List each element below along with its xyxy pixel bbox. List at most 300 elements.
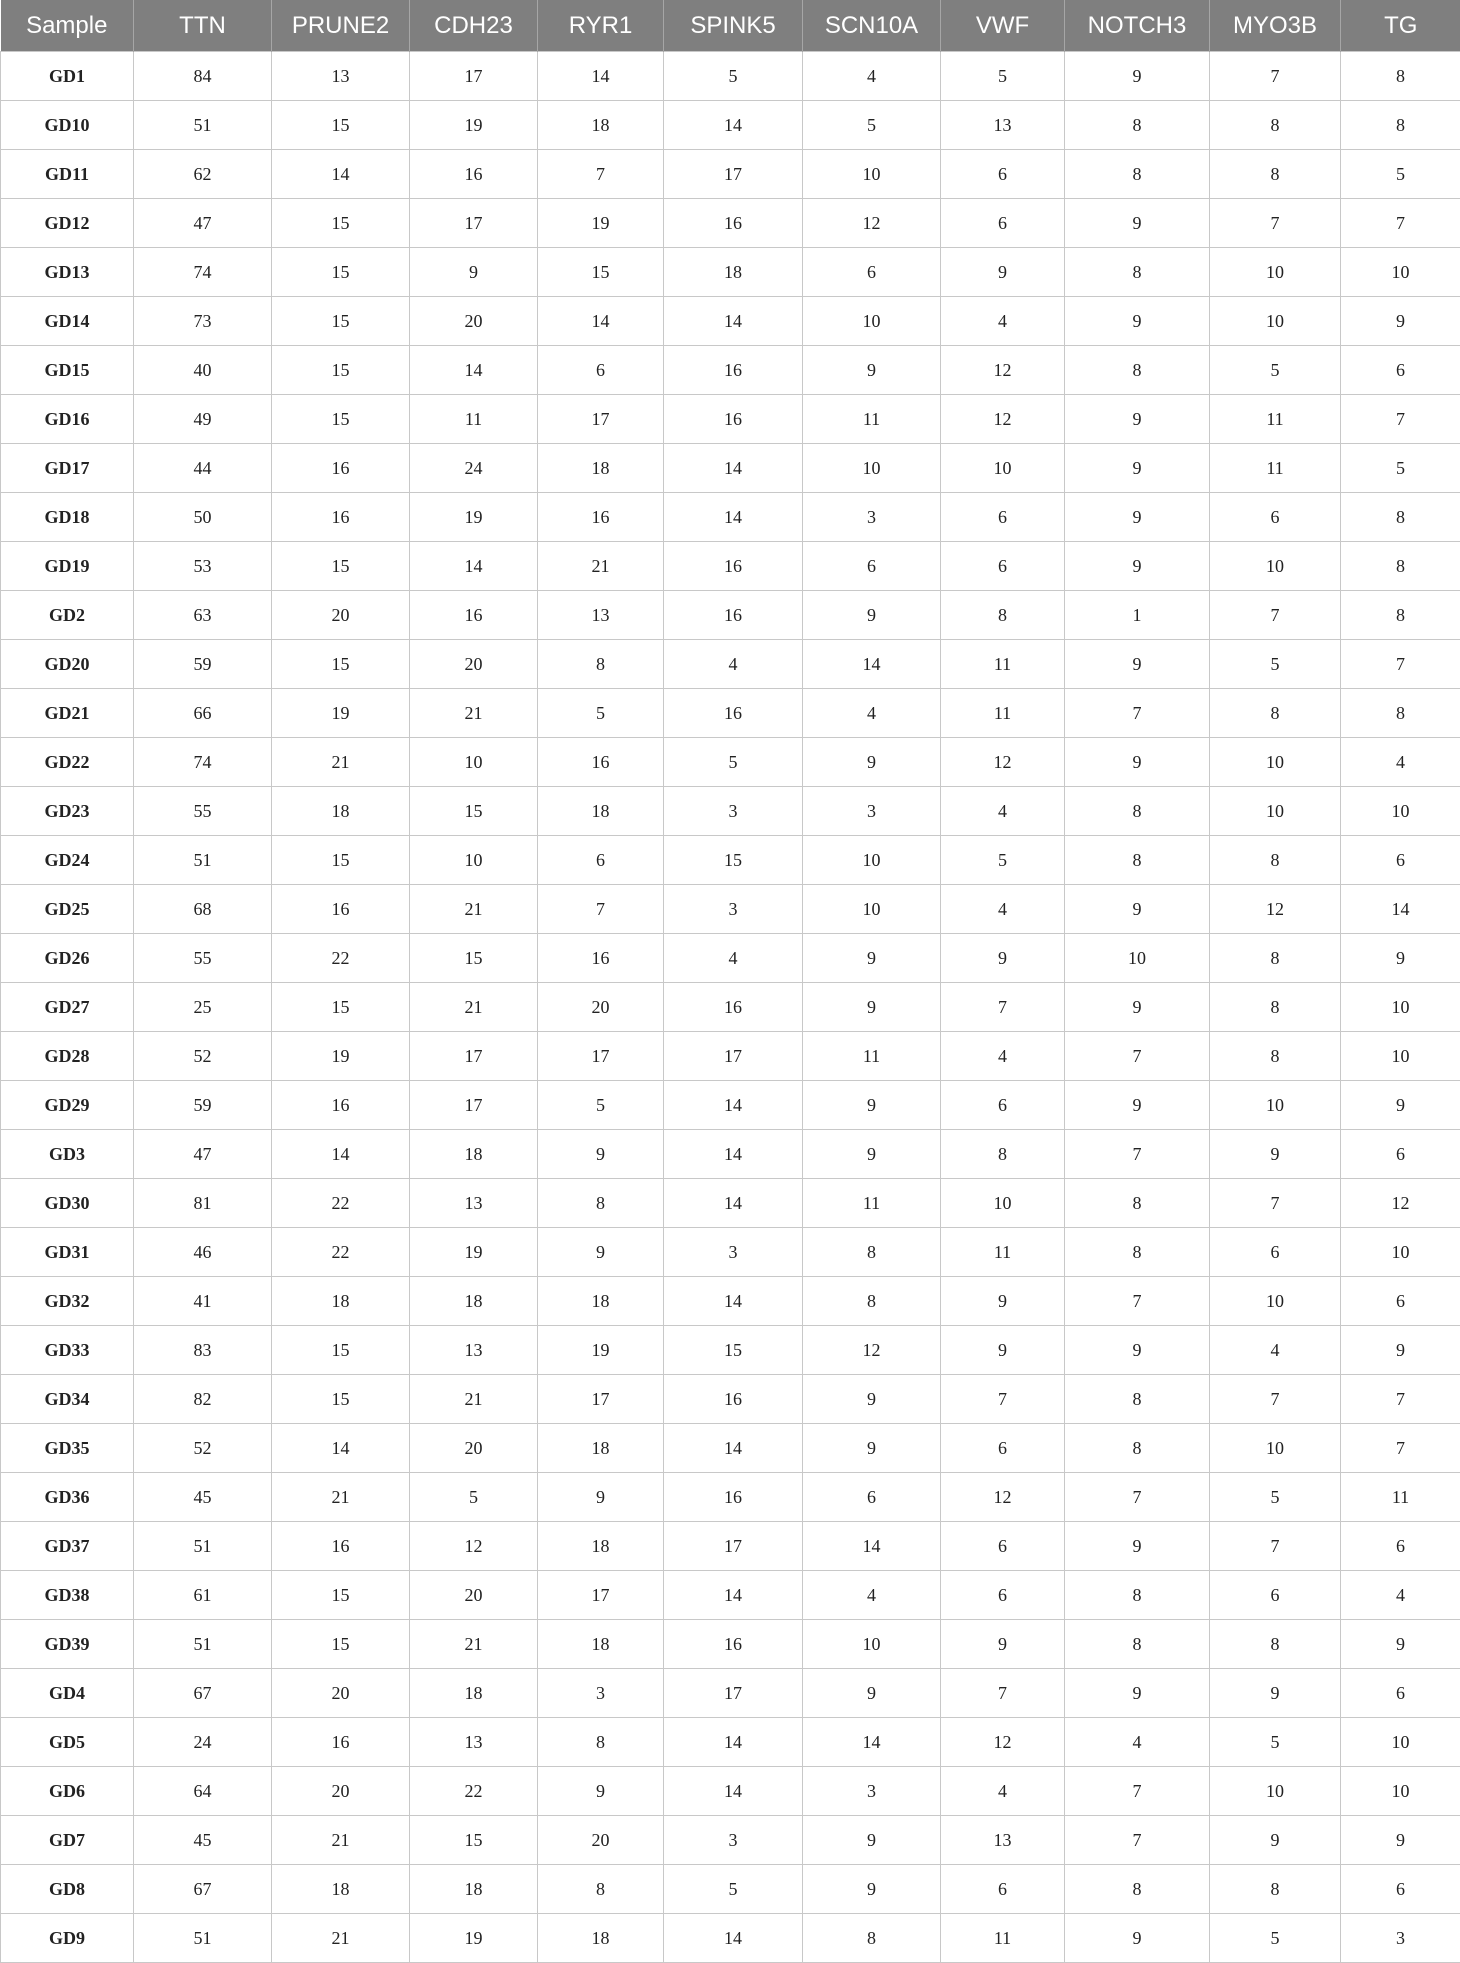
value-cell: 14 <box>664 297 803 346</box>
value-cell: 20 <box>410 640 538 689</box>
value-cell: 52 <box>134 1032 272 1081</box>
sample-cell: GD35 <box>1 1424 134 1473</box>
sample-cell: GD8 <box>1 1865 134 1914</box>
value-cell: 20 <box>272 1767 410 1816</box>
value-cell: 21 <box>410 885 538 934</box>
value-cell: 21 <box>272 1473 410 1522</box>
table-row <box>1 1179 1460 1228</box>
value-cell: 5 <box>1210 1473 1341 1522</box>
value-cell: 11 <box>1210 395 1341 444</box>
value-cell: 10 <box>803 1620 941 1669</box>
value-cell: 22 <box>272 1228 410 1277</box>
value-cell: 14 <box>664 1767 803 1816</box>
value-cell: 18 <box>272 1277 410 1326</box>
value-cell: 17 <box>410 1081 538 1130</box>
sample-cell: GD11 <box>1 150 134 199</box>
value-cell: 9 <box>1065 297 1210 346</box>
value-cell: 59 <box>134 1081 272 1130</box>
value-cell: 12 <box>941 1718 1065 1767</box>
table-row <box>1 1571 1460 1620</box>
value-cell: 9 <box>538 1130 664 1179</box>
value-cell: 16 <box>664 542 803 591</box>
value-cell: 16 <box>410 591 538 640</box>
table-row <box>1 689 1460 738</box>
value-cell: 52 <box>134 1424 272 1473</box>
value-cell: 16 <box>664 1473 803 1522</box>
value-cell: 7 <box>538 150 664 199</box>
table-row <box>1 787 1460 836</box>
value-cell: 8 <box>538 1865 664 1914</box>
value-cell: 6 <box>941 493 1065 542</box>
value-cell: 9 <box>1210 1130 1341 1179</box>
value-cell: 7 <box>1065 1473 1210 1522</box>
value-cell: 8 <box>1065 1228 1210 1277</box>
value-cell: 20 <box>538 983 664 1032</box>
value-cell: 17 <box>538 1032 664 1081</box>
value-cell: 14 <box>664 1424 803 1473</box>
value-cell: 9 <box>803 934 941 983</box>
value-cell: 3 <box>664 787 803 836</box>
value-cell: 8 <box>1341 591 1460 640</box>
column-header-tg: TG <box>1341 0 1460 52</box>
value-cell: 4 <box>941 1767 1065 1816</box>
value-cell: 62 <box>134 150 272 199</box>
value-cell: 3 <box>803 1767 941 1816</box>
column-header-myo3b: MYO3B <box>1210 0 1341 52</box>
value-cell: 24 <box>410 444 538 493</box>
value-cell: 20 <box>410 1571 538 1620</box>
column-header-ttn: TTN <box>134 0 272 52</box>
value-cell: 5 <box>664 738 803 787</box>
sample-cell: GD10 <box>1 101 134 150</box>
value-cell: 9 <box>1065 738 1210 787</box>
value-cell: 3 <box>1341 1914 1460 1963</box>
value-cell: 12 <box>803 1326 941 1375</box>
value-cell: 17 <box>538 395 664 444</box>
table-row <box>1 1669 1460 1718</box>
value-cell: 19 <box>272 1032 410 1081</box>
value-cell: 20 <box>410 1424 538 1473</box>
value-cell: 10 <box>1210 1424 1341 1473</box>
value-cell: 21 <box>272 1816 410 1865</box>
table-row <box>1 934 1460 983</box>
value-cell: 9 <box>1065 885 1210 934</box>
value-cell: 8 <box>1210 836 1341 885</box>
sample-cell: GD31 <box>1 1228 134 1277</box>
value-cell: 6 <box>1341 1522 1460 1571</box>
value-cell: 9 <box>1341 1620 1460 1669</box>
value-cell: 7 <box>1341 395 1460 444</box>
value-cell: 17 <box>538 1375 664 1424</box>
value-cell: 1 <box>1065 591 1210 640</box>
value-cell: 6 <box>941 1571 1065 1620</box>
value-cell: 49 <box>134 395 272 444</box>
value-cell: 7 <box>1065 689 1210 738</box>
value-cell: 9 <box>803 738 941 787</box>
value-cell: 9 <box>1341 934 1460 983</box>
value-cell: 11 <box>1210 444 1341 493</box>
value-cell: 16 <box>410 150 538 199</box>
value-cell: 11 <box>803 395 941 444</box>
value-cell: 22 <box>272 934 410 983</box>
value-cell: 15 <box>272 1620 410 1669</box>
value-cell: 4 <box>803 689 941 738</box>
value-cell: 4 <box>664 934 803 983</box>
value-cell: 18 <box>538 1522 664 1571</box>
value-cell: 8 <box>1065 150 1210 199</box>
value-cell: 5 <box>803 101 941 150</box>
table-row <box>1 1473 1460 1522</box>
value-cell: 19 <box>410 1228 538 1277</box>
table-row <box>1 199 1460 248</box>
value-cell: 5 <box>410 1473 538 1522</box>
sample-cell: GD1 <box>1 52 134 101</box>
value-cell: 14 <box>272 1130 410 1179</box>
value-cell: 7 <box>1341 640 1460 689</box>
value-cell: 9 <box>803 983 941 1032</box>
value-cell: 20 <box>410 297 538 346</box>
column-header-cdh23: CDH23 <box>410 0 538 52</box>
table-row <box>1 1914 1460 1963</box>
sample-cell: GD4 <box>1 1669 134 1718</box>
sample-cell: GD27 <box>1 983 134 1032</box>
value-cell: 10 <box>1341 1228 1460 1277</box>
value-cell: 10 <box>1210 1081 1341 1130</box>
table-row <box>1 52 1460 101</box>
value-cell: 15 <box>272 542 410 591</box>
value-cell: 11 <box>410 395 538 444</box>
value-cell: 81 <box>134 1179 272 1228</box>
value-cell: 10 <box>410 738 538 787</box>
value-cell: 8 <box>1065 1865 1210 1914</box>
value-cell: 21 <box>272 738 410 787</box>
table-row <box>1 1718 1460 1767</box>
value-cell: 8 <box>538 1718 664 1767</box>
value-cell: 11 <box>941 689 1065 738</box>
value-cell: 14 <box>272 150 410 199</box>
value-cell: 16 <box>664 591 803 640</box>
sample-cell: GD2 <box>1 591 134 640</box>
value-cell: 5 <box>1341 150 1460 199</box>
value-cell: 22 <box>272 1179 410 1228</box>
value-cell: 3 <box>538 1669 664 1718</box>
table-row <box>1 1620 1460 1669</box>
value-cell: 12 <box>941 738 1065 787</box>
value-cell: 6 <box>803 248 941 297</box>
value-cell: 14 <box>272 1424 410 1473</box>
value-cell: 3 <box>664 885 803 934</box>
value-cell: 10 <box>1210 542 1341 591</box>
value-cell: 9 <box>1341 1816 1460 1865</box>
value-cell: 9 <box>410 248 538 297</box>
value-cell: 18 <box>664 248 803 297</box>
sample-cell: GD18 <box>1 493 134 542</box>
value-cell: 3 <box>803 787 941 836</box>
table-row <box>1 1277 1460 1326</box>
value-cell: 11 <box>803 1032 941 1081</box>
value-cell: 5 <box>1341 444 1460 493</box>
value-cell: 6 <box>1341 1669 1460 1718</box>
sample-cell: GD20 <box>1 640 134 689</box>
value-cell: 16 <box>664 1375 803 1424</box>
value-cell: 22 <box>410 1767 538 1816</box>
value-cell: 10 <box>1341 1767 1460 1816</box>
value-cell: 6 <box>941 199 1065 248</box>
table-row <box>1 738 1460 787</box>
value-cell: 7 <box>1341 1424 1460 1473</box>
value-cell: 8 <box>1210 689 1341 738</box>
value-cell: 8 <box>1065 1620 1210 1669</box>
value-cell: 10 <box>1341 1032 1460 1081</box>
value-cell: 74 <box>134 248 272 297</box>
value-cell: 8 <box>1210 983 1341 1032</box>
value-cell: 14 <box>664 493 803 542</box>
sample-cell: GD22 <box>1 738 134 787</box>
table-row <box>1 101 1460 150</box>
value-cell: 8 <box>1065 1424 1210 1473</box>
value-cell: 15 <box>538 248 664 297</box>
table-row <box>1 1767 1460 1816</box>
value-cell: 15 <box>664 1326 803 1375</box>
value-cell: 12 <box>803 199 941 248</box>
value-cell: 47 <box>134 1130 272 1179</box>
value-cell: 50 <box>134 493 272 542</box>
value-cell: 20 <box>538 1816 664 1865</box>
value-cell: 9 <box>941 934 1065 983</box>
value-cell: 8 <box>1210 1032 1341 1081</box>
value-cell: 13 <box>538 591 664 640</box>
value-cell: 10 <box>1341 787 1460 836</box>
value-cell: 13 <box>410 1326 538 1375</box>
value-cell: 8 <box>941 591 1065 640</box>
value-cell: 6 <box>1341 1130 1460 1179</box>
table-row <box>1 591 1460 640</box>
value-cell: 15 <box>272 346 410 395</box>
value-cell: 13 <box>410 1179 538 1228</box>
value-cell: 13 <box>272 52 410 101</box>
value-cell: 10 <box>1065 934 1210 983</box>
value-cell: 16 <box>664 199 803 248</box>
value-cell: 10 <box>803 297 941 346</box>
value-cell: 15 <box>272 1375 410 1424</box>
value-cell: 12 <box>1341 1179 1460 1228</box>
value-cell: 10 <box>1341 248 1460 297</box>
value-cell: 9 <box>803 1081 941 1130</box>
value-cell: 9 <box>1065 1669 1210 1718</box>
value-cell: 9 <box>1210 1669 1341 1718</box>
value-cell: 45 <box>134 1816 272 1865</box>
value-cell: 4 <box>1341 1571 1460 1620</box>
value-cell: 4 <box>941 297 1065 346</box>
value-cell: 18 <box>410 1669 538 1718</box>
value-cell: 19 <box>272 689 410 738</box>
value-cell: 16 <box>272 1081 410 1130</box>
value-cell: 16 <box>664 346 803 395</box>
value-cell: 8 <box>1341 689 1460 738</box>
table-row <box>1 297 1460 346</box>
value-cell: 45 <box>134 1473 272 1522</box>
value-cell: 9 <box>1065 52 1210 101</box>
column-header-vwf: VWF <box>941 0 1065 52</box>
value-cell: 6 <box>538 836 664 885</box>
value-cell: 9 <box>538 1473 664 1522</box>
value-cell: 9 <box>803 1816 941 1865</box>
value-cell: 8 <box>941 1130 1065 1179</box>
value-cell: 17 <box>538 1571 664 1620</box>
value-cell: 14 <box>803 640 941 689</box>
value-cell: 8 <box>1210 1865 1341 1914</box>
value-cell: 4 <box>1341 738 1460 787</box>
value-cell: 21 <box>410 1620 538 1669</box>
value-cell: 10 <box>803 836 941 885</box>
value-cell: 9 <box>1065 640 1210 689</box>
value-cell: 40 <box>134 346 272 395</box>
value-cell: 8 <box>1065 836 1210 885</box>
value-cell: 11 <box>803 1179 941 1228</box>
value-cell: 5 <box>538 689 664 738</box>
value-cell: 7 <box>1065 1816 1210 1865</box>
table-body <box>1 52 1460 1963</box>
value-cell: 9 <box>538 1767 664 1816</box>
value-cell: 7 <box>1341 1375 1460 1424</box>
value-cell: 9 <box>803 1130 941 1179</box>
value-cell: 73 <box>134 297 272 346</box>
value-cell: 18 <box>538 101 664 150</box>
table-row <box>1 1816 1460 1865</box>
value-cell: 10 <box>1210 1277 1341 1326</box>
value-cell: 8 <box>1065 248 1210 297</box>
value-cell: 5 <box>538 1081 664 1130</box>
value-cell: 9 <box>803 1424 941 1473</box>
value-cell: 12 <box>941 346 1065 395</box>
value-cell: 55 <box>134 934 272 983</box>
sample-cell: GD26 <box>1 934 134 983</box>
value-cell: 9 <box>1065 1326 1210 1375</box>
value-cell: 8 <box>1065 1179 1210 1228</box>
value-cell: 14 <box>410 346 538 395</box>
value-cell: 47 <box>134 199 272 248</box>
value-cell: 12 <box>941 1473 1065 1522</box>
value-cell: 10 <box>410 836 538 885</box>
value-cell: 13 <box>941 101 1065 150</box>
value-cell: 15 <box>272 1326 410 1375</box>
value-cell: 13 <box>410 1718 538 1767</box>
table-row <box>1 395 1460 444</box>
value-cell: 9 <box>1341 297 1460 346</box>
value-cell: 3 <box>664 1228 803 1277</box>
value-cell: 16 <box>664 689 803 738</box>
value-cell: 9 <box>941 248 1065 297</box>
table-row <box>1 1130 1460 1179</box>
value-cell: 21 <box>410 1375 538 1424</box>
value-cell: 7 <box>1341 199 1460 248</box>
column-header-spink5: SPINK5 <box>664 0 803 52</box>
value-cell: 6 <box>1341 346 1460 395</box>
value-cell: 6 <box>941 542 1065 591</box>
value-cell: 14 <box>410 542 538 591</box>
value-cell: 21 <box>410 983 538 1032</box>
value-cell: 19 <box>538 199 664 248</box>
value-cell: 3 <box>803 493 941 542</box>
table-row <box>1 1424 1460 1473</box>
value-cell: 7 <box>1065 1130 1210 1179</box>
sample-cell: GD19 <box>1 542 134 591</box>
value-cell: 18 <box>410 1277 538 1326</box>
value-cell: 7 <box>1210 199 1341 248</box>
value-cell: 18 <box>538 1277 664 1326</box>
column-header-prune2: PRUNE2 <box>272 0 410 52</box>
sample-cell: GD38 <box>1 1571 134 1620</box>
value-cell: 14 <box>664 444 803 493</box>
value-cell: 21 <box>410 689 538 738</box>
value-cell: 7 <box>1210 591 1341 640</box>
value-cell: 8 <box>1065 787 1210 836</box>
value-cell: 6 <box>1210 1571 1341 1620</box>
value-cell: 10 <box>1210 1767 1341 1816</box>
value-cell: 4 <box>1210 1326 1341 1375</box>
value-cell: 14 <box>664 101 803 150</box>
value-cell: 9 <box>1065 199 1210 248</box>
value-cell: 9 <box>803 591 941 640</box>
table-row <box>1 248 1460 297</box>
value-cell: 55 <box>134 787 272 836</box>
value-cell: 7 <box>1065 1032 1210 1081</box>
value-cell: 46 <box>134 1228 272 1277</box>
value-cell: 10 <box>1210 248 1341 297</box>
value-cell: 8 <box>803 1914 941 1963</box>
value-cell: 9 <box>1210 1816 1341 1865</box>
value-cell: 11 <box>1341 1473 1460 1522</box>
table-row <box>1 1228 1460 1277</box>
value-cell: 14 <box>664 1081 803 1130</box>
table-row <box>1 346 1460 395</box>
value-cell: 9 <box>941 1620 1065 1669</box>
value-cell: 25 <box>134 983 272 1032</box>
sample-cell: GD13 <box>1 248 134 297</box>
value-cell: 10 <box>1210 787 1341 836</box>
value-cell: 10 <box>803 150 941 199</box>
value-cell: 66 <box>134 689 272 738</box>
value-cell: 8 <box>1210 150 1341 199</box>
table-row <box>1 1375 1460 1424</box>
column-header-ryr1: RYR1 <box>538 0 664 52</box>
sample-cell: GD12 <box>1 199 134 248</box>
value-cell: 51 <box>134 1620 272 1669</box>
value-cell: 5 <box>664 52 803 101</box>
value-cell: 6 <box>538 346 664 395</box>
value-cell: 10 <box>941 444 1065 493</box>
value-cell: 7 <box>941 983 1065 1032</box>
table-row <box>1 1522 1460 1571</box>
value-cell: 51 <box>134 836 272 885</box>
value-cell: 8 <box>1341 101 1460 150</box>
sample-cell: GD9 <box>1 1914 134 1963</box>
value-cell: 7 <box>538 885 664 934</box>
value-cell: 8 <box>1341 542 1460 591</box>
value-cell: 15 <box>410 934 538 983</box>
sample-cell: GD34 <box>1 1375 134 1424</box>
value-cell: 14 <box>538 297 664 346</box>
value-cell: 14 <box>664 1179 803 1228</box>
value-cell: 14 <box>803 1718 941 1767</box>
value-cell: 7 <box>1065 1277 1210 1326</box>
value-cell: 84 <box>134 52 272 101</box>
value-cell: 4 <box>1065 1718 1210 1767</box>
value-cell: 8 <box>1341 493 1460 542</box>
value-cell: 8 <box>803 1228 941 1277</box>
value-cell: 6 <box>803 542 941 591</box>
value-cell: 16 <box>272 885 410 934</box>
